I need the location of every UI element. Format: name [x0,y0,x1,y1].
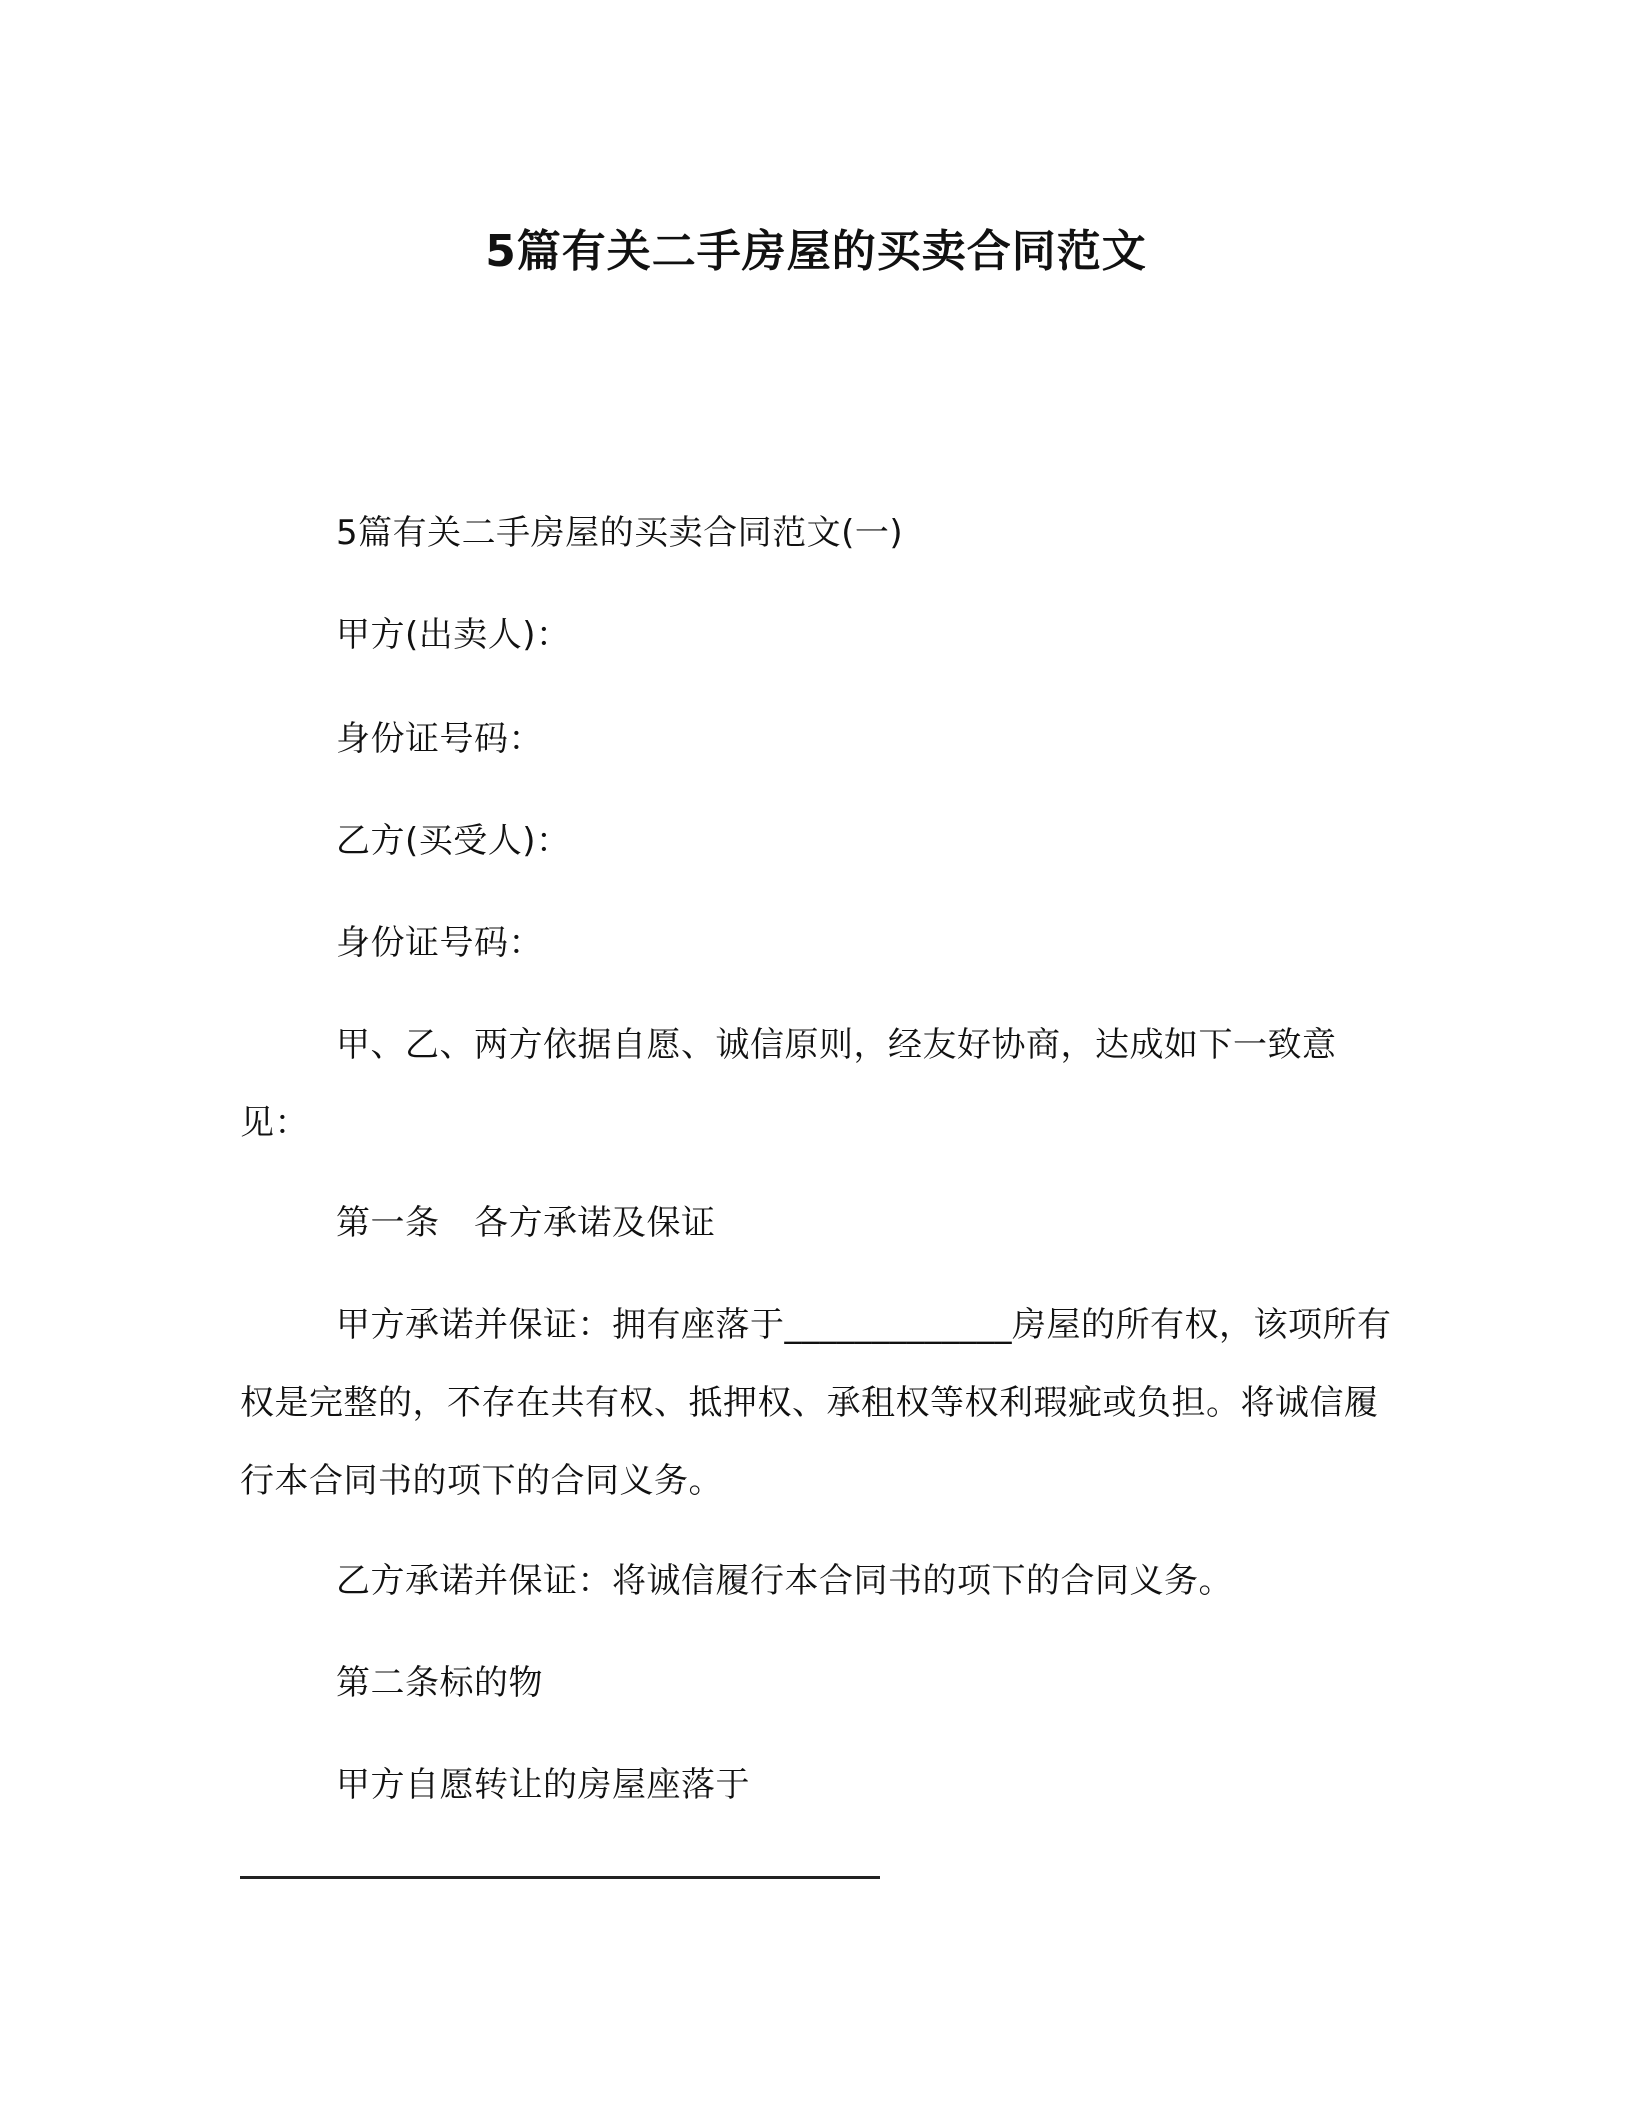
fill-in-blank-line [240,1876,880,1879]
party-b-promise-paragraph: 乙方承诺并保证：将诚信履行本合同书的项下的合同义务。 [336,1561,1233,1601]
agreement-intro-paragraph: 甲、乙、两方依据自愿、诚信原则，经友好协商，达成如下一致意见： [240,1025,1337,1143]
document-title: 5篇有关二手房屋的买卖合同范文 [485,226,1147,277]
article-one-heading: 第一条 各方承诺及保证 [336,1203,716,1243]
article-two-heading: 第二条标的物 [336,1663,543,1703]
party-b-label: 乙方(买受人)： [336,821,571,861]
section-heading: 5篇有关二手房屋的买卖合同范文(一) [336,513,904,553]
property-location-paragraph: 甲方自愿转让的房屋座落于 [336,1765,750,1805]
party-a-id-label: 身份证号码： [336,719,543,759]
party-a-promise-paragraph: 甲方承诺并保证：拥有座落于_____________房屋的所有权，该项所有权是完整的，不存在共有权、抵押权、承租权等权利瑕疵或负担。将诚信履行本合同书的项下的合同义务。 [240,1305,1392,1501]
party-b-id-label: 身份证号码： [336,923,543,963]
party-a-label: 甲方(出卖人)： [336,615,571,655]
